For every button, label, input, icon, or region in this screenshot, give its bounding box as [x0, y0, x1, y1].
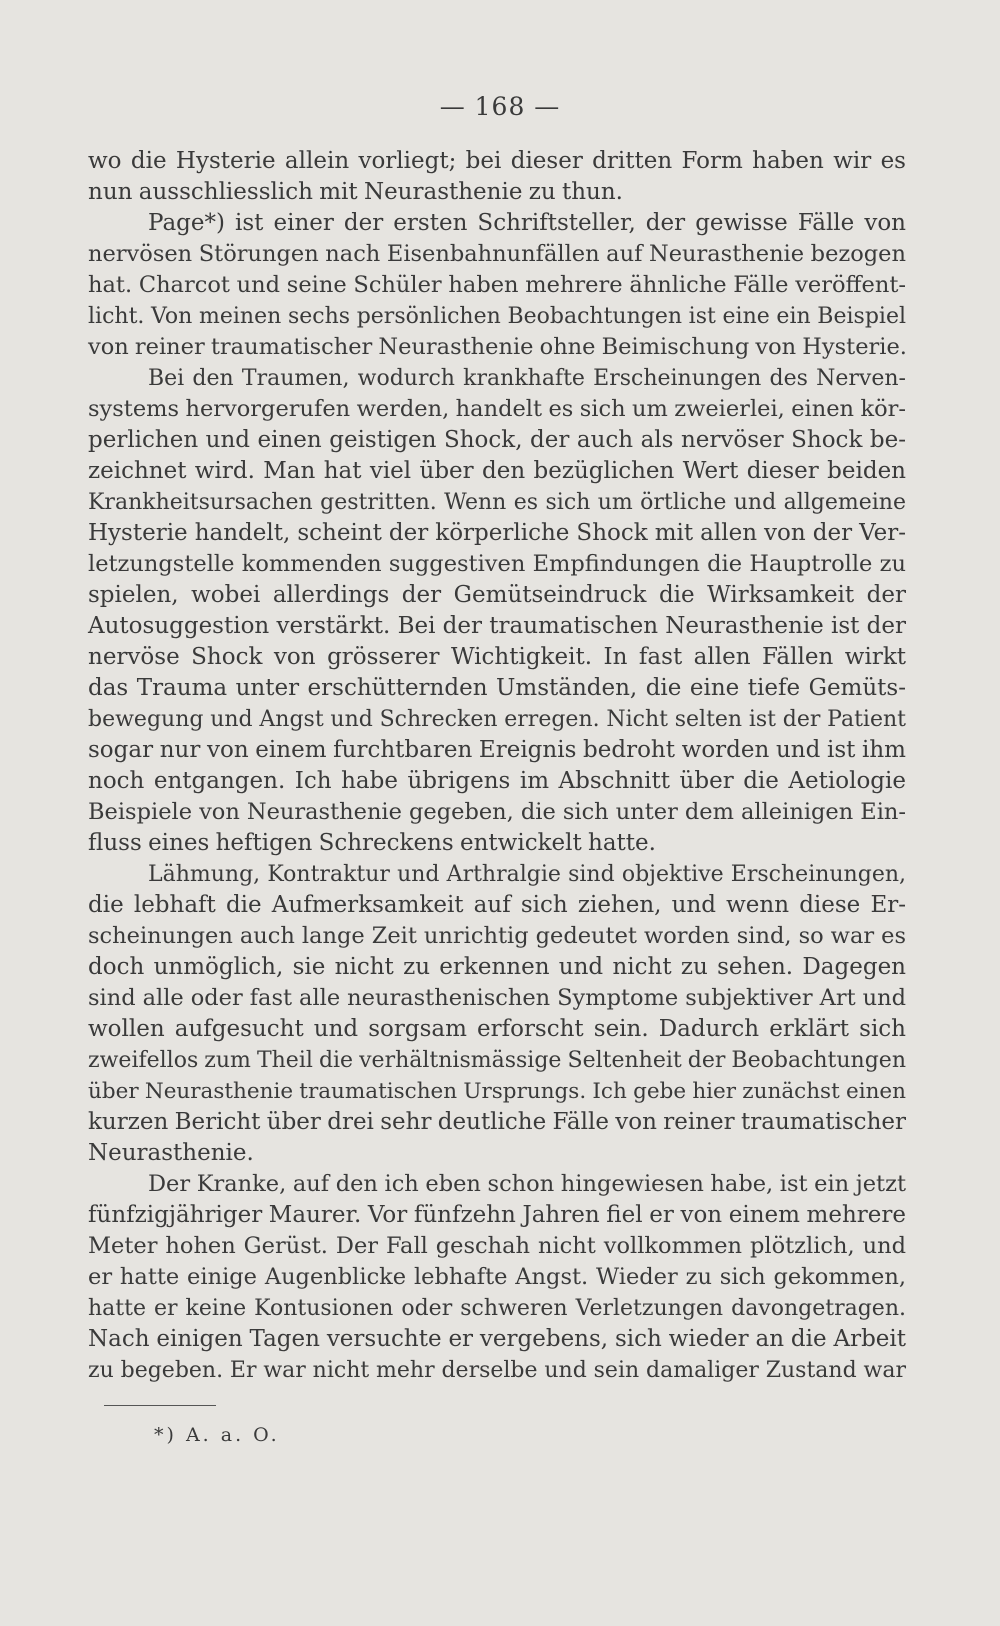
text-line: kurzen Bericht über drei sehr deutliche Fälle von reiner traumatischer — [88, 1109, 906, 1135]
text-line: Nach einigen Tagen versuchte er vergebens, sich wieder an die Arbeit — [88, 1326, 906, 1352]
body-text — [88, 146, 906, 1386]
footnote: *) A. a. O. — [154, 1424, 280, 1446]
text-line: systems hervorgerufen werden, handelt es sich um zweierlei, einen kör- — [88, 396, 906, 422]
text-line: Bei den Traumen, wodurch krankhafte Erscheinungen des Nerven- — [148, 366, 906, 391]
text-line: Der Kranke, auf den ich eben schon hingewiesen habe, ist ein jetzt — [148, 1171, 906, 1197]
text-line: spielen, wobei allerdings der Gemütseindruck die Wirksamkeit der — [88, 582, 906, 608]
text-line: Lähmung, Kontraktur und Arthralgie sind objektive Erscheinungen, — [148, 862, 906, 887]
text-line: zweifellos zum Theil die verhältnismässige Seltenheit der Beobachtungen — [88, 1048, 906, 1073]
text-line: perlichen und einen geistigen Shock, der auch als nervöser Shock be- — [88, 427, 906, 453]
text-line: Page*) ist einer der ersten Schriftsteller, der gewisse Fälle von — [148, 210, 906, 236]
text-line: das Trauma unter erschütternden Umständen, die eine tiefe Gemüts- — [88, 675, 906, 701]
text-line: doch unmöglich, sie nicht zu erkennen und nicht zu sehen. Dagegen — [88, 954, 906, 980]
text-line: zeichnet wird. Man hat viel über den bezüglichen Wert dieser beiden — [88, 458, 906, 484]
text-line: Autosuggestion verstärkt. Bei der traumatischen Neurasthenie ist der — [88, 613, 906, 639]
text-line: er hatte einige Augenblicke lebhafte Angst. Wieder zu sich gekommen, — [88, 1264, 906, 1290]
text-line: hat. Charcot und seine Schüler haben mehrere ähnliche Fälle veröffent- — [88, 272, 906, 298]
text-line: fünfzigjähriger Maurer. Vor fünfzehn Jahren fiel er von einem mehrere — [88, 1202, 906, 1228]
text-line: Hysterie handelt, scheint der körperliche Shock mit allen von der Ver- — [88, 520, 906, 546]
text-line: wo die Hysterie allein vorliegt; bei dieser dritten Form haben wir es — [88, 148, 906, 174]
text-line: nun ausschliesslich mit Neurasthenie zu thun. — [88, 179, 623, 205]
text-line: sind alle oder fast alle neurasthenischen Symptome subjektiver Art und — [88, 985, 906, 1011]
text-line: Meter hohen Gerüst. Der Fall geschah nicht vollkommen plötzlich, und — [88, 1233, 906, 1259]
text-line: die lebhaft die Aufmerksamkeit auf sich ziehen, und wenn diese Er- — [88, 892, 906, 918]
text-line: noch entgangen. Ich habe übrigens im Abschnitt über die Aetiologie — [88, 768, 906, 794]
text-line: zu begeben. Er war nicht mehr derselbe und sein damaliger Zustand war — [88, 1358, 906, 1383]
text-line: licht. Von meinen sechs persönlichen Beobachtungen ist eine ein Beispiel — [88, 304, 906, 329]
text-line: sogar nur von einem furchtbaren Ereignis bedroht worden und ist ihm — [88, 737, 906, 763]
footnote-divider — [104, 1405, 216, 1406]
text-line: hatte er keine Kontusionen oder schweren Verletzungen davongetragen. — [88, 1296, 906, 1321]
text-line: fluss eines heftigen Schreckens entwickelt hatte. — [88, 830, 656, 856]
text-line: letzungstelle kommenden suggestiven Empfindungen die Hauptrolle zu — [88, 551, 906, 577]
page-number: — 168 — — [439, 92, 561, 121]
text-line: Krankheitsursachen gestritten. Wenn es sich um örtliche und allgemeine — [88, 490, 906, 515]
text-line: Neurasthenie. — [88, 1140, 254, 1166]
text-line: scheinungen auch lange Zeit unrichtig gedeutet worden sind, so war es — [88, 923, 906, 949]
text-line: nervösen Störungen nach Eisenbahnunfällen auf Neurasthenie bezogen — [88, 241, 906, 267]
text-line: von reiner traumatischer Neurasthenie ohne Beimischung von Hysterie. — [88, 334, 907, 360]
text-line: über Neurasthenie traumatischen Ursprungs. Ich gebe hier zunächst einen — [88, 1079, 906, 1104]
text-line: wollen aufgesucht und sorgsam erforscht sein. Dadurch erklärt sich — [88, 1016, 906, 1042]
text-line: nervöse Shock von grösserer Wichtigkeit. In fast allen Fällen wirkt — [88, 644, 906, 670]
text-line: bewegung und Angst und Schrecken erregen. Nicht selten ist der Patient — [88, 707, 906, 732]
text-line: Beispiele von Neurasthenie gegeben, die sich unter dem alleinigen Ein- — [88, 799, 906, 825]
